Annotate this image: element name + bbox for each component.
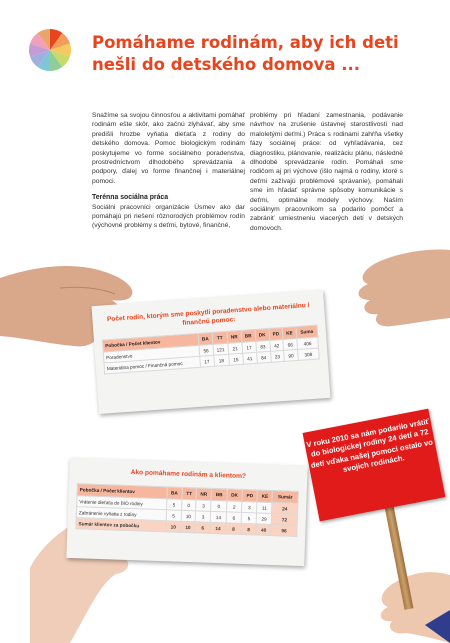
table-cell: 6 [195,522,211,534]
table-cell: 121 [213,343,229,355]
table-cell: 14 [210,522,226,534]
hand-right-bottom-image [330,555,450,643]
table-header-cell: BB [211,488,227,501]
table-cell: Zabránenie vyňatia z rodiny [76,507,166,521]
table-cell: 17 [242,341,257,353]
page-title: Pomáhame rodinám, aby ich deti nešli do detského domova ... [92,33,399,74]
table-cell: 42 [269,339,283,351]
table-cell: 3 [196,500,212,512]
table-cell: 10 [165,521,181,533]
table-header-cell: Sumár [272,490,298,503]
table-cell: 5 [166,510,182,522]
intro-paragraph: Snažíme sa svojou činnosťou a aktivitami pomáhať rodinám ešte skôr, ako začnú zlyhávať, aby sme predišli hrozbe vyňatia dieťaťa z rodiny do detského domova. Pomoc biologickým rodinám poskytujeme vo forme sociálneho poradenstva, prostredníctvom dlhodobého sprevádzania a podpory, ďalej vo forme finančnej i materiálnej pomoci. [92,112,245,185]
section-heading: Terénna sociálna práca [92,194,169,202]
table-cell: 10 [181,510,195,521]
table-header-cell: Pobočka / Počet klientov [102,333,198,352]
table-cell: 5 [241,512,256,524]
table-cell: 0 [211,500,227,512]
table-cell: 18 [213,354,229,366]
table-cell: Sumár klientov za pobočku [76,518,166,532]
table-cell: 406 [297,337,319,349]
table-cell: 11 [257,502,272,514]
fieldwork-paragraph: Sociálni pracovníci organizácie Úsmev ako dar pomáhajú pri riešení rôznorodých problémov rodín (výchovné problémy s deťmi, bytové, finančné, [92,203,245,230]
table-header-cell: PD [242,489,257,502]
highlight-sign [303,409,446,522]
table-cell: 17 [199,355,214,367]
table-header-cell: KE [257,490,272,503]
sign-text: V roku 2010 sa nám podarilo vrátiť do biologickej rodiny 24 detí a 72 detí vďaka našej pomoci ostalo vo svojich rodinách. [305,416,434,475]
continuation-paragraph: problémy pri hľadaní zamestnania, podávanie návrhov na zrušenie ústavnej starostlivosti nad maloletými deťmi.) Práca s rodinami zahŕňa všetky fázy sociálnej práce: od vyhľadávania, cez diagnostiku, plánovanie, realizáciu plánu, následné dlhodobé sprevádzanie rodín. Pomáhali sme rodičom aj pri výchove (išlo najmä o rodiny, ktoré s deťmi zažívajú problémové správanie), pomáhali sme im hľadať správne spôsoby komunikácie s deťmi, optimálne modely výchovy. Naším sociálnym pracovníkom sa podarilo pomôcť a zabrániť umiestneniu viacerých detí v detských domovoch. [250,112,403,232]
table-cell: Poradenstvo [103,345,199,363]
table-header-cell: BA [198,332,213,345]
table-cell: 84 [256,351,271,363]
table-cell: 8 [226,523,242,535]
stats-card-families [92,290,331,414]
table-header-cell: NR [227,330,242,343]
table-cell: 41 [242,352,257,364]
table-cell: 6 [226,512,242,524]
table-cell: 66 [283,338,297,350]
table-cell: 308 [297,348,319,360]
table-cell: Vrátenie dieťaťa do BIO rodiny [77,496,167,510]
text-column-right [250,111,403,240]
table-cell: 5 [166,499,182,511]
table-cell: 29 [256,513,271,525]
table-header-cell: TT [212,331,228,344]
table-cell: 72 [271,513,297,525]
table-cell: 90 [284,349,298,361]
table-cell: 24 [272,502,298,514]
table-cell: Materiálna pomoc / Finančná pomoc [104,356,200,374]
table-cell: 83 [256,340,271,352]
card-title: Ako pomáhame rodinám a klientom? [130,469,247,481]
table-cell: 21 [228,342,243,354]
logo-pinwheel-icon [28,28,72,72]
table-cell: 10 [181,521,195,532]
table-header-cell: BA [167,487,183,500]
hand-right-top-image [340,240,450,330]
table-header-cell: Pobočka / Počet klientov [77,484,167,499]
table-cell: 2 [226,501,242,513]
table-header-cell: BB [241,329,256,342]
table-cell: 3 [242,501,257,513]
table-cell: 23 [270,350,284,362]
table-header-cell: TT [182,487,196,499]
table-cell: 15 [229,353,244,365]
table-cell: 56 [199,344,214,356]
table-header-cell: KE [282,327,296,340]
table-header-cell: PD [269,327,283,340]
help-table [75,483,298,537]
stats-card-help [66,458,307,566]
families-table [102,325,320,375]
table-cell: 8 [241,523,256,535]
card-title: Počet rodín, ktorým sme poskytli poradenstvo alebo materiálnu / finančnú pomoc: [106,302,310,327]
table-header-cell: DK [255,328,270,341]
table-header-cell: Suma [296,325,318,338]
table-cell: 3 [195,511,211,523]
table-cell: 0 [182,499,196,510]
table-header-cell: DK [227,489,243,502]
table-cell: 14 [211,511,227,523]
table-cell: 40 [256,524,271,536]
table-header-cell: NR [196,488,212,501]
text-column-left [92,111,245,238]
table-cell: 96 [271,524,297,536]
